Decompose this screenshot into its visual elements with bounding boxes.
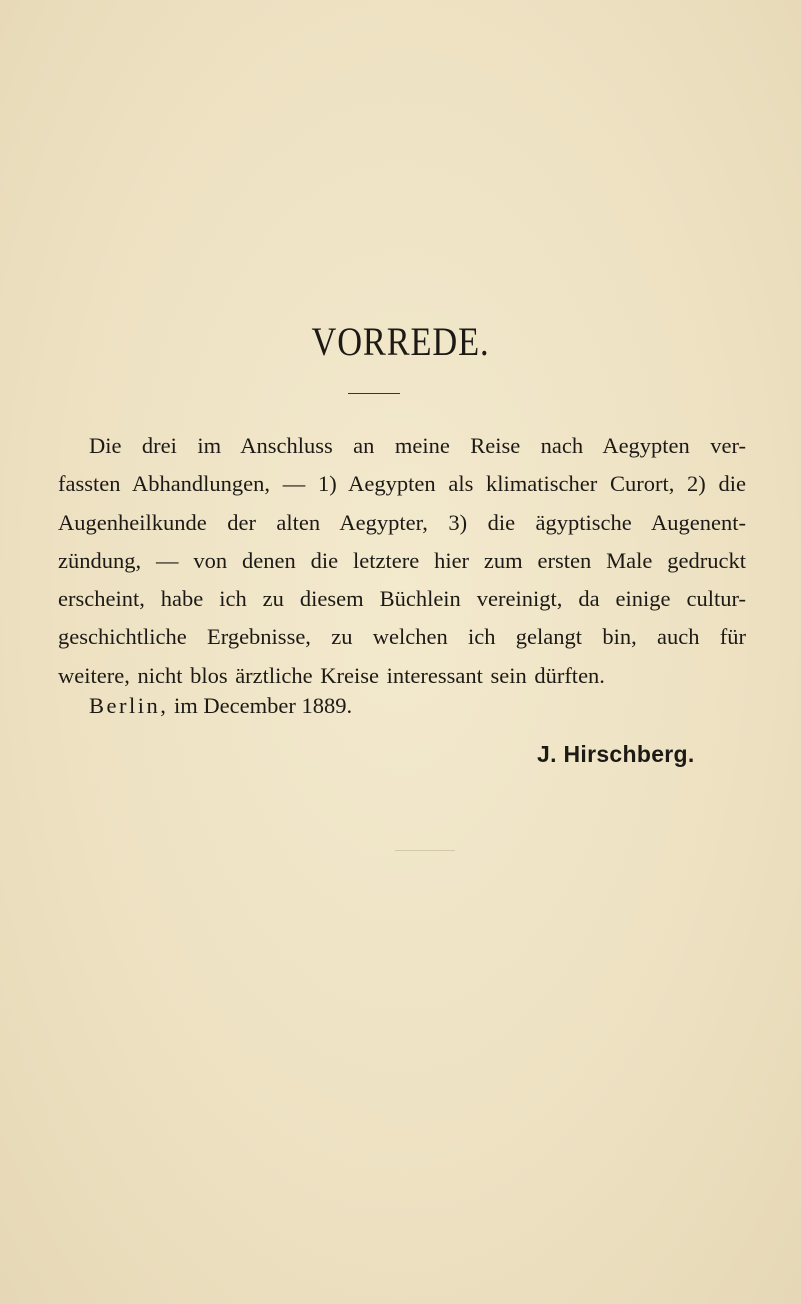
- title-divider: [348, 393, 400, 394]
- place-and-date: [89, 687, 352, 725]
- paragraph-line: weitere, nicht blos ärztliche Kreise interessant sein dürften.: [58, 662, 605, 688]
- paper-mark: [395, 850, 455, 851]
- place-name: Berlin,: [89, 693, 169, 718]
- paragraph-line: geschichtliche Ergebnisse, zu welchen ich gelangt bin, auch für: [58, 624, 746, 650]
- date-text: im December 1889.: [174, 693, 353, 718]
- paragraph-line: zündung, — von denen die letztere hier zum ersten Male gedruckt: [58, 547, 746, 573]
- preface-paragraph: [58, 427, 746, 695]
- page-title: VORREDE.: [311, 319, 490, 364]
- paragraph-line: erscheint, habe ich zu diesem Büchlein vereinigt, da einige cultur-: [58, 586, 746, 612]
- paragraph-line: fassten Abhandlungen, — 1) Aegypten als klimatischer Curort, 2) die: [58, 471, 746, 497]
- paragraph-line: Augenheilkunde der alten Aegypter, 3) die ägyptische Augenent-: [58, 509, 746, 535]
- author-signature: J. Hirschberg.: [537, 741, 695, 767]
- paragraph-line: Die drei im Anschluss an meine Reise nach Aegypten ver-: [89, 433, 746, 458]
